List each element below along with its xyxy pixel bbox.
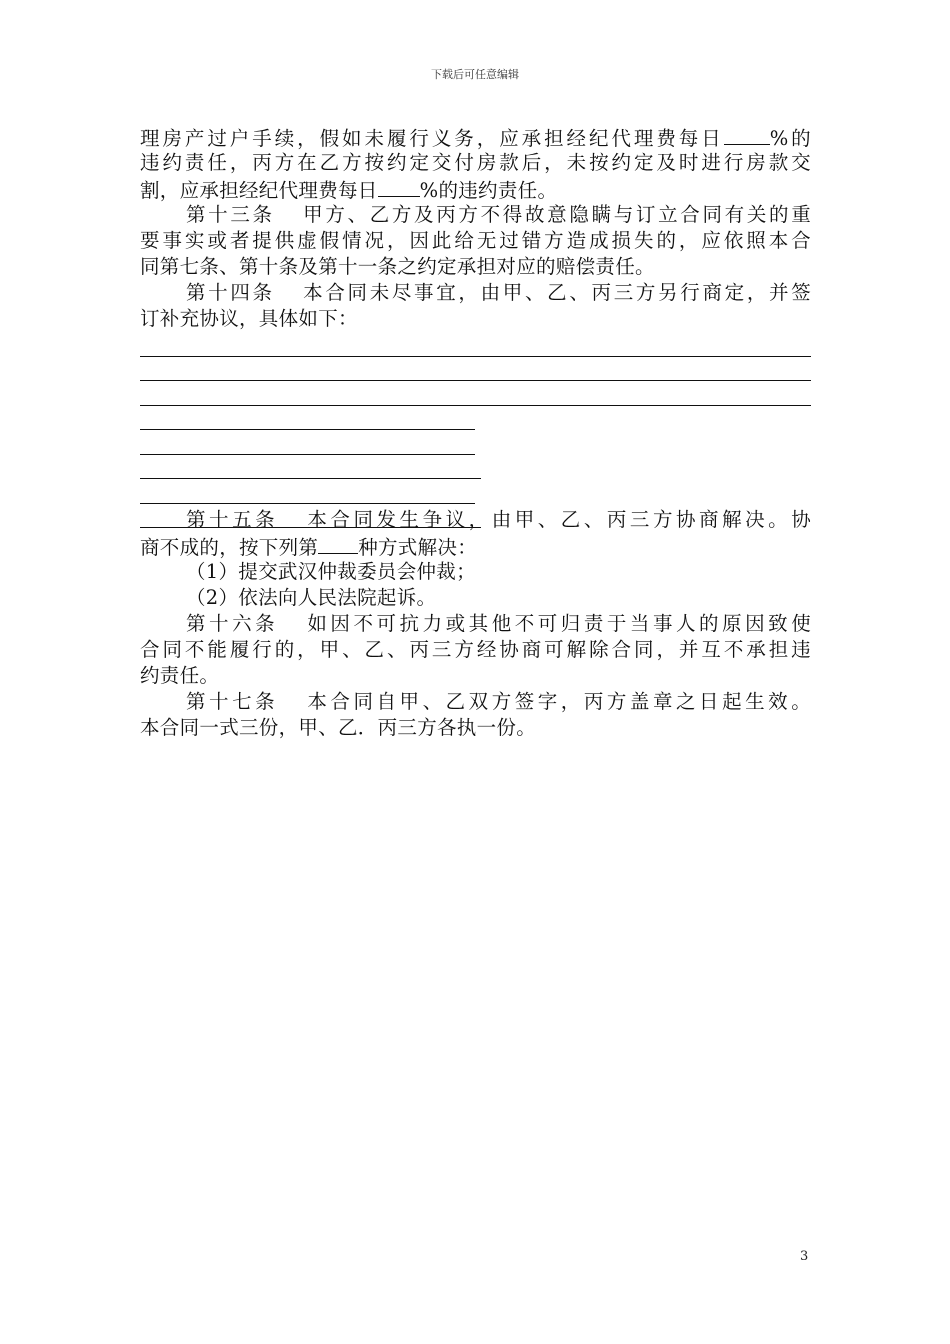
- blank-line[interactable]: [140, 381, 811, 406]
- article-15-option-2: （2）依法向人民法院起诉。: [186, 586, 437, 609]
- paragraph-continuation-line-2: 违约责任，丙方在乙方按约定交付房款后，未按约定及时进行房款交: [140, 151, 811, 174]
- article-14-line-1: 第十四条 本合同未尽事宜，由甲、乙、丙三方另行商定，并签: [186, 281, 812, 304]
- blank-line[interactable]: [140, 430, 475, 455]
- blank-line[interactable]: [140, 357, 811, 382]
- fill-blank[interactable]: [378, 176, 420, 197]
- article-14-line-2: 订补充协议，具体如下：: [140, 307, 358, 330]
- blank-line[interactable]: [140, 332, 811, 357]
- article-17-title: 第十七条: [186, 690, 279, 713]
- article-15-line-2: 商不成的，按下列第 种方式解决：: [140, 533, 811, 559]
- fill-blank[interactable]: [318, 533, 358, 554]
- article-13-line-2: 要事实或者提供虚假情况，因此给无过错方造成损失的，应依照本合: [140, 229, 811, 252]
- article-13-line-1: 第十三条 甲方、乙方及丙方不得故意隐瞒与订立合同有关的重: [186, 203, 812, 226]
- paragraph-continuation-line-1: 理房产过户手续，假如未履行义务，应承担经纪代理费每日 %的: [140, 124, 811, 150]
- blank-line[interactable]: [140, 406, 475, 431]
- blank-line[interactable]: [140, 479, 475, 504]
- article-16-title: 第十六条: [186, 612, 279, 635]
- article-15-title: 第十五条: [186, 508, 279, 531]
- article-13-line-3: 同第七条、第十条及第十一条之约定承担对应的赔偿责任。: [140, 255, 655, 278]
- article-17-line-2: 本合同一式三份，甲、乙．丙三方各执一份。: [140, 716, 537, 739]
- article-16-line-1: 第十六条 如因不可抗力或其他不可归责于当事人的原因致使: [186, 612, 811, 635]
- article-13-title: 第十三条: [186, 203, 275, 226]
- page-header: 下载后可任意编辑: [431, 68, 519, 81]
- article-15-option-1: （1）提交武汉仲裁委员会仲裁；: [186, 560, 476, 583]
- article-16-line-2: 合同不能履行的，甲、乙、丙三方经协商可解除合同，并互不承担违: [140, 638, 811, 661]
- contract-body: [140, 124, 811, 741]
- paragraph-continuation-line-3: 割，应承担经纪代理费每日 %的违约责任。: [140, 176, 811, 202]
- blank-line[interactable]: [140, 455, 481, 480]
- article-16-line-3: 约责任。: [140, 664, 220, 687]
- article-14-title: 第十四条: [186, 281, 275, 304]
- article-15-line-1: 第十五条 本合同发生争议，由甲、乙、丙三方协商解决。协: [186, 508, 811, 531]
- supplement-blank-lines[interactable]: [140, 332, 811, 528]
- page-number: 3: [800, 1249, 809, 1264]
- fill-blank[interactable]: [724, 124, 770, 145]
- article-17-line-1: 第十七条 本合同自甲、乙双方签字，丙方盖章之日起生效。: [186, 690, 811, 713]
